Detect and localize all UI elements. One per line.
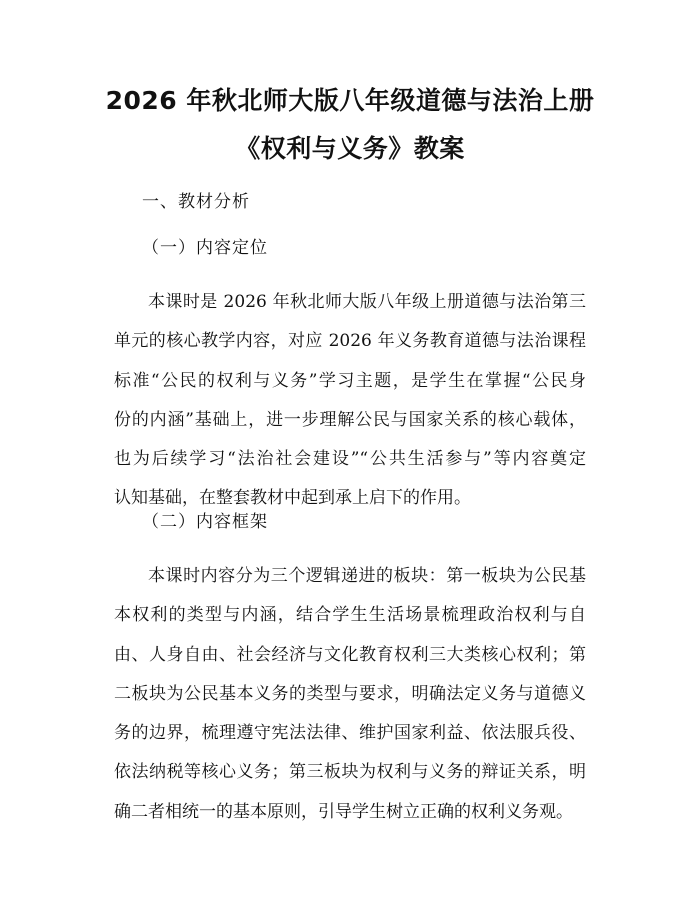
section-heading-textbook-analysis: 一、教材分析 xyxy=(142,192,250,212)
paragraph-line: 确二者相统一的基本原则，引导学生树立正确的权利义务观。 xyxy=(114,801,573,822)
paragraph-line: 本课时是 2026 年秋北师大版八年级上册道德与法治第三 xyxy=(148,292,586,312)
paragraph-line: 二板块为公民基本义务的类型与要求，明确法定义务与道德义 xyxy=(114,683,586,704)
subsection-heading-content-framework: （二）内容框架 xyxy=(142,512,268,532)
paragraph-content-positioning xyxy=(114,283,586,519)
paragraph-line: 由、人身自由、社会经济与文化教育权利三大类核心权利；第 xyxy=(114,644,586,665)
paragraph-line: 务的边界，梳理遵守宪法法律、维护国家利益、依法服兵役、 xyxy=(114,723,586,744)
paragraph-line: 依法纳税等核心义务；第三板块为权利与义务的辩证关系，明 xyxy=(114,762,586,783)
document-title-line-2: 《权利与义务》教案 xyxy=(235,134,465,163)
paragraph-line: 也为后续学习“法治社会建设”“公共生活参与”等内容奠定 xyxy=(114,449,586,470)
paragraph-line: 认知基础，在整套教材中起到承上启下的作用。 xyxy=(114,488,471,509)
paragraph-line: 本课时内容分为三个逻辑递进的板块：第一板块为公民基 xyxy=(148,566,586,586)
subsection-heading-content-positioning: （一）内容定位 xyxy=(142,238,268,258)
paragraph-content-framework xyxy=(114,557,586,832)
paragraph-line: 单元的核心教学内容，对应 2026 年义务教育道德与法治课程 xyxy=(114,331,586,352)
document-title-line-1: 2026 年秋北师大版八年级道德与法治上册 xyxy=(105,86,595,115)
paragraph-line: 标准“公民的权利与义务”学习主题，是学生在掌握“公民身 xyxy=(114,370,586,391)
paragraph-line: 份的内涵”基础上，进一步理解公民与国家关系的核心载体， xyxy=(114,409,586,430)
paragraph-line: 本权利的类型与内涵，结合学生生活场景梳理政治权利与自 xyxy=(114,605,586,626)
